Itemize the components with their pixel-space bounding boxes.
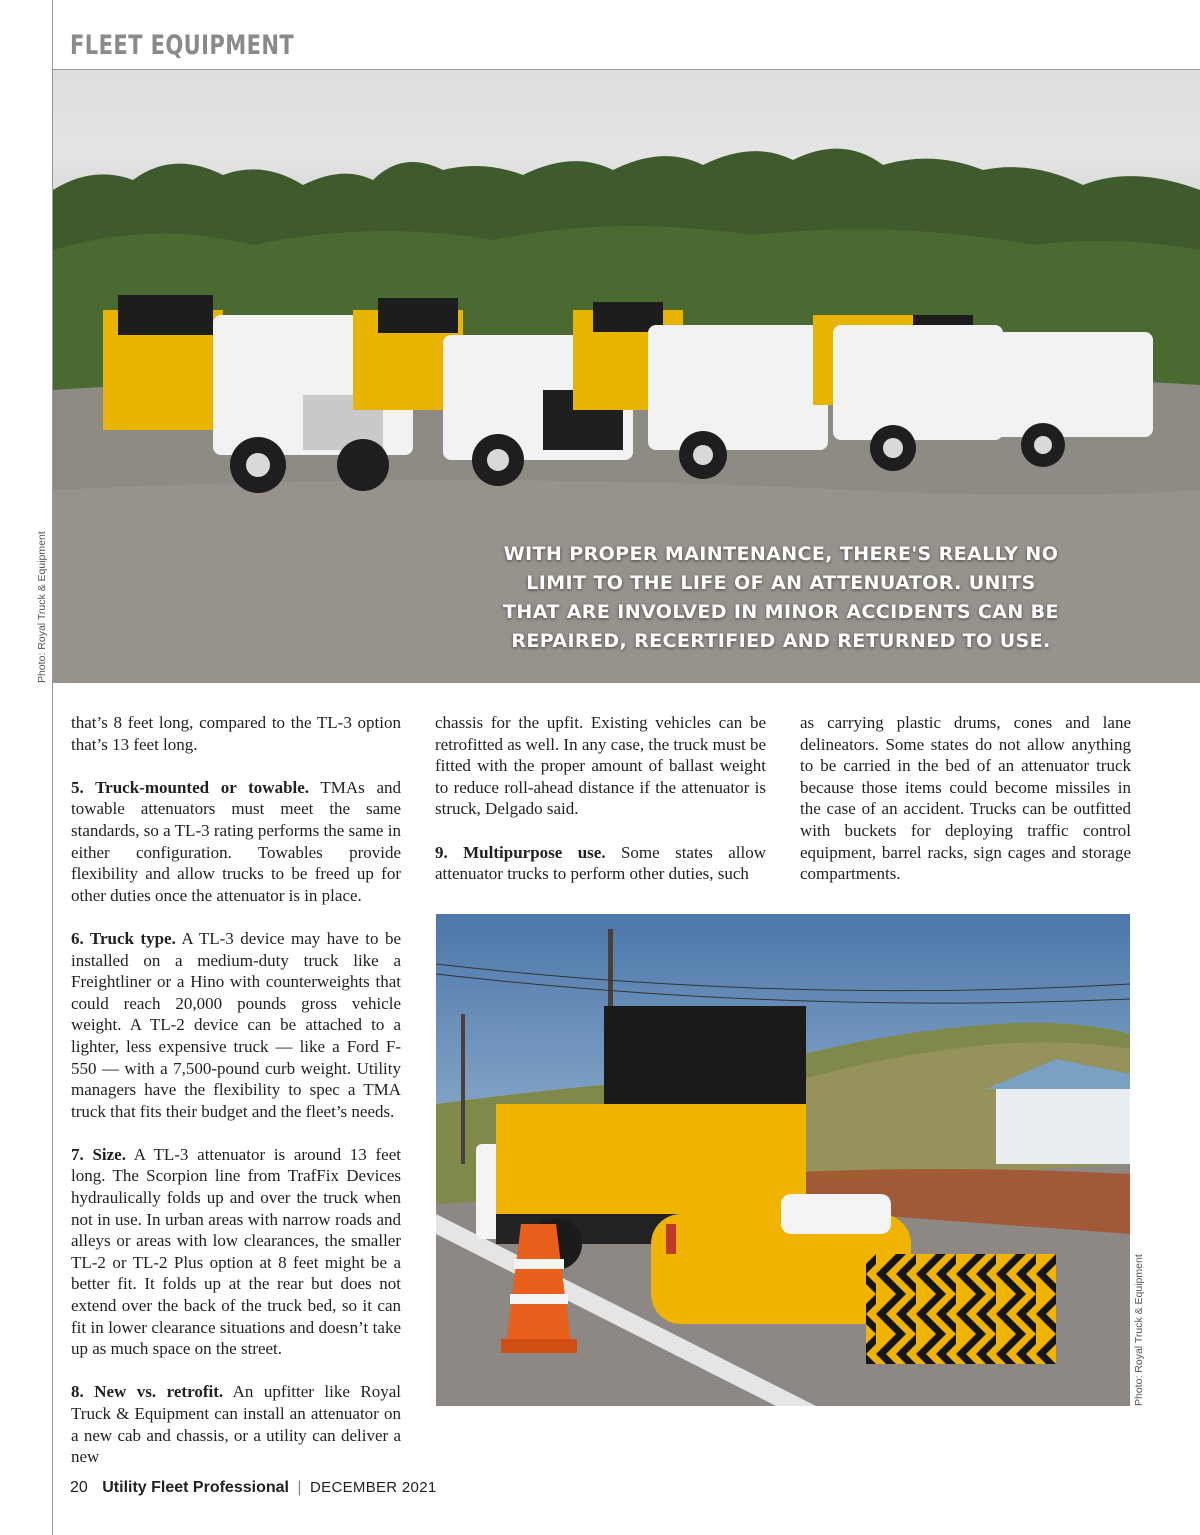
paragraph: 5. Truck-mounted or towable. TMAs and towable attenuators must meet the same standards, so a TL-3 rating performs the same in either configuration. Towables provide flexibility and allow trucks to be freed up for other duties once the attenuator is in place. bbox=[71, 777, 401, 905]
hero-photo-credit: Photo: Royal Truck & Equipment bbox=[36, 531, 48, 683]
paragraph: 6. Truck type. A TL-3 device may have to be installed on a medium-duty truck like a Freightliner or a Hino with counterweights that could reach 20,000 pounds gross vehicle weight. A TL-2 device can be attached to a lighter, less expensive truck — like a Ford F-550 — with a 7,500-pound curb weight. Utility managers have the flexibility to spec a TMA truck that fits their budget and the fleet’s needs. bbox=[71, 928, 402, 1121]
paragraph: as carrying plastic drums, cones and lane delineators. Some states do not allow anything to be carried in the bed of an attenuator truck because those items could become missiles in the case of an accident. Trucks can be outfitted with buckets for deploying traffic control equipment, barrel racks, sign cages and storage compartments. bbox=[800, 713, 1131, 884]
paragraph: that’s 8 feet long, compared to the TL-3 option that’s 13 feet long. bbox=[71, 713, 401, 754]
attenuator-truck-photo bbox=[436, 914, 1130, 1406]
magazine-title: Utility Fleet Professional bbox=[102, 1479, 289, 1496]
paragraph: 8. New vs. retrofit. An upfitter like Royal Truck & Equipment can install an attenuator on a new cab and chassis, or a utility can deliver a new bbox=[71, 1382, 401, 1467]
article-column-2 bbox=[435, 712, 766, 906]
subhead: 5. Truck-mounted or towable. bbox=[71, 777, 310, 797]
attenuator-truck-illustration bbox=[436, 914, 1130, 1406]
subhead: 6. Truck type. bbox=[71, 928, 176, 948]
article-column-1 bbox=[71, 712, 401, 1489]
page-footer bbox=[70, 1479, 436, 1497]
subhead: 8. New vs. retrofit. bbox=[71, 1382, 224, 1402]
paragraph: chassis for the upfit. Existing vehicles can be retrofitted as well. In any case, the truck must be fitted with the proper amount of ballast weight to reduce roll-ahead distance if the attenuator is struck, Delgado said. bbox=[435, 713, 766, 819]
subhead: 9. Multipurpose use. bbox=[435, 842, 606, 862]
subhead: 7. Size. bbox=[71, 1144, 126, 1164]
page-number: 20 bbox=[70, 1479, 88, 1496]
paragraph: 7. Size. A TL-3 attenuator is around 13 feet long. The Scorpion line from TrafFix Devices hydraulically folds up and over the truck when not in use. In urban areas with narrow roads and alleys or areas with low clearances, the smaller TL-2 or TL-2 Plus option at 8 feet might be a better fit. It folds up at the rear but does not extend over the back of the truck bed, so it can fit in lower clearance situations and doesn’t take up as much space on the street. bbox=[71, 1144, 401, 1359]
truck-photo-credit: Photo: Royal Truck & Equipment bbox=[1133, 1254, 1145, 1406]
article-column-3 bbox=[800, 712, 1131, 906]
section-label: FLEET EQUIPMENT bbox=[70, 30, 295, 61]
hero-photo bbox=[53, 70, 1200, 683]
hero-caption: WITH PROPER MAINTENANCE, THERE'S REALLY NO LIMIT TO THE LIFE OF AN ATTENUATOR. UNITS THAT ARE INVOLVED IN MINOR ACCIDENTS CAN BE REPAIRED, RECERTIFIED AND RETURNED TO USE. bbox=[503, 543, 1059, 652]
issue-date: DECEMBER 2021 bbox=[310, 1479, 437, 1496]
footer-separator: | bbox=[297, 1479, 302, 1496]
paragraph: 9. Multipurpose use. Some states allow attenuator trucks to perform other duties, such bbox=[435, 842, 767, 884]
